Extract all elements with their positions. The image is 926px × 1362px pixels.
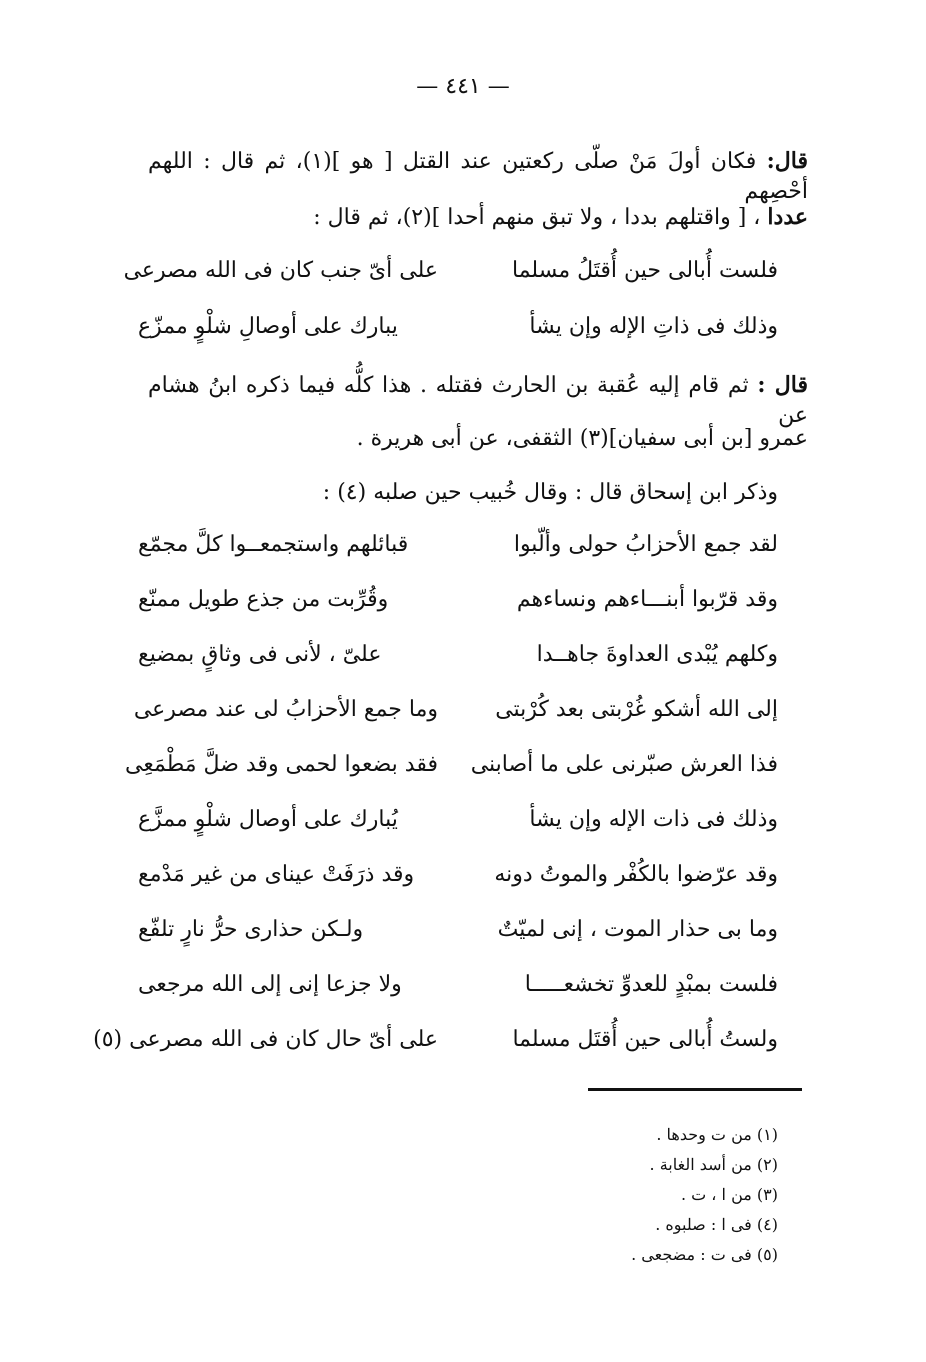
second-hemistich: ولـكن حذارى حرُّ نارٍ تلفّع	[138, 917, 364, 942]
verse-line	[93, 1027, 778, 1067]
paragraph-label: قال :	[757, 372, 808, 398]
page-number: — ٤٤١ —	[416, 74, 510, 99]
second-hemistich: يُبارك على أوصال شلْوٍ ممزَّع	[138, 807, 398, 832]
paragraph-text: فكان أولَ مَنْ صلّى ركعتين عند القتل [ هو ](١)، ثم قال : اللهم أحْصِهم	[148, 149, 808, 204]
second-hemistich: على أىّ حال كان فى الله مصرعى (٥)	[93, 1027, 438, 1052]
verse-line	[123, 258, 778, 298]
second-hemistich: قبائلهم واستجمعــوا كلَّ مجمّع	[138, 532, 409, 557]
second-hemistich: وقد ذرَفَتْ عيناى من غير مَدْمع	[138, 862, 415, 887]
first-hemistich: وقد عرّضوا بالكُفْر والموتُ دونه	[494, 862, 778, 887]
second-hemistich: فقد بضعوا لحمى وقد ضلَّ مَطْمَعِى	[125, 752, 438, 777]
second-hemistich: يبارك على أوصالِ شلْوٍ ممزّع	[138, 314, 398, 339]
footnote: (٤) فى ا : صلبوه .	[655, 1215, 778, 1234]
first-hemistich: فلست بمبْدٍ للعدوِّ تخشعـــــا	[524, 972, 778, 997]
verse-line	[138, 862, 778, 902]
verse-line	[138, 972, 778, 1012]
verse-line	[138, 314, 778, 354]
first-hemistich: وكلهم يُبْدى العداوةَ جاهــدا	[536, 642, 778, 667]
paragraph-2	[148, 370, 808, 431]
verse-line	[125, 752, 778, 792]
verse-line	[138, 917, 778, 957]
footnote-divider	[588, 1088, 802, 1091]
paragraph-2-continuation: عمرو [بن أبى سفيان](٣) الثقفى، عن أبى هريرة .	[356, 426, 808, 451]
first-hemistich: وقد قرّبوا أبنـــاءهم ونساءهم	[516, 587, 778, 612]
verse-line	[138, 807, 778, 847]
first-hemistich: وذلك فى ذات الإله وإن يشأ	[529, 807, 778, 832]
first-hemistich: فذا العرش صبّرنى على ما أصابنى	[470, 752, 778, 777]
second-hemistich: ولا جزعا إنى إلى الله مرجعى	[138, 972, 402, 997]
second-hemistich: وما جمع الأحزابُ لى عند مصرعى	[133, 697, 438, 722]
verse-line	[138, 642, 778, 682]
second-hemistich: على أىّ جنب كان فى الله مصرعى	[123, 258, 438, 283]
verse-line	[138, 587, 778, 627]
paragraph-3: وذكر ابن إسحاق قال : وقال خُبيب حين صلبه (٤) :	[322, 480, 778, 505]
first-hemistich: إلى الله أشكو غُرْبتى بعد كُرْبتى	[495, 697, 778, 722]
second-hemistich: وقُرِّبت من جذع طويل ممنّع	[138, 587, 389, 612]
first-hemistich: وما بى حذار الموت ، إنى لميّتٌ	[497, 917, 778, 942]
footnote: (١) من ت وحدها .	[656, 1125, 778, 1144]
first-hemistich: ولستُ أُبالى حين أُقتَل مسلما	[512, 1027, 778, 1052]
footnote: (٢) من أسد الغابة .	[649, 1155, 778, 1174]
paragraph-1	[148, 146, 808, 207]
paragraph-1-continuation	[148, 202, 808, 233]
second-hemistich: علىّ ، لأنى فى وثاقٍ بمضيع	[138, 642, 382, 667]
footnote: (٥) فى ت : مضجعى .	[631, 1245, 778, 1264]
paragraph-text: ثم قام إليه عُقبة بن الحارث فقتله . هذا كلُّه فيما ذكره ابنُ هشام عن	[148, 373, 808, 428]
first-hemistich: لقد جمع الأحزابُ حولى وألّبوا	[513, 532, 778, 557]
footnote: (٣) من ا ، ت .	[680, 1185, 778, 1204]
first-hemistich: وذلك فى ذاتِ الإله وإن يشأ	[529, 314, 778, 339]
first-hemistich: فلست أُبالى حين أُقتَلُ مسلما	[511, 258, 778, 283]
paragraph-text: ، [ واقتلهم بددا ، ولا تبق منهم أحدا ](٢)، ثم قال :	[313, 205, 761, 230]
paragraph-label: قال:	[766, 148, 808, 174]
verse-line	[138, 532, 778, 572]
verse-line	[133, 697, 778, 737]
paragraph-label: عددا	[767, 204, 808, 230]
